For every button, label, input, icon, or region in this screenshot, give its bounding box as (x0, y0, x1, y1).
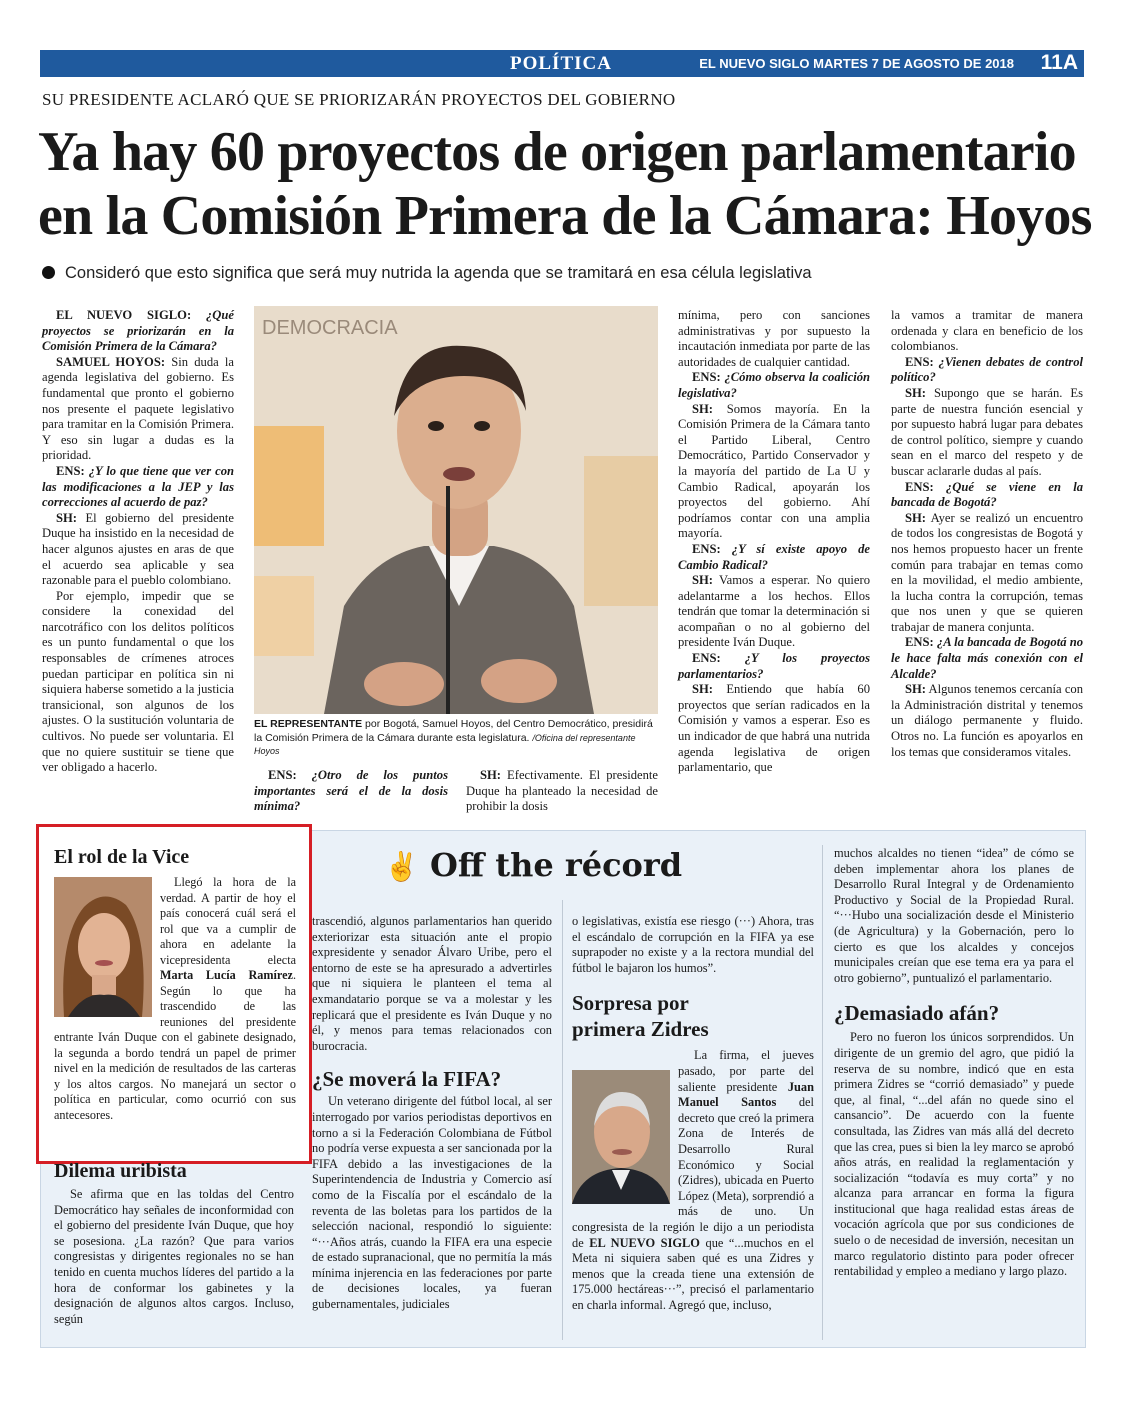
section-header-bar (40, 50, 1084, 77)
fifa-continued: o legislativas, existía ese riesgo (···) Ahora, tras el escándalo de corrupción en la FIFA ya ese suprapoder no existe y a la rectora mundial del fútbol le bajaron los humos”. (572, 914, 814, 975)
kicker: SU PRESIDENTE ACLARÓ QUE SE PRIORIZARÁN PROYECTOS DEL GOBIERNO (42, 90, 676, 109)
zidres-text-2: que “...muchos en el Meta ni siquiera saben qué es una Zidres y menos que la creada tiene una extensión de 175.000 hectáreas···”, precisó el parlamentario en charla informal. Agregó que, incluso, (572, 1235, 815, 1312)
question: ¿Y sí existe apoyo de Cambio Radical? (678, 541, 870, 572)
answer: Por ejemplo, impedir que se considere la conexidad del narcotráfico con los delitos políticos es un punto fundamental o que los responsables de crímenes atroces puedan participar en política sin ni siquiera haberse sometido a la justicia transicional, son algunos de los ajustes. O la sustitución voluntaria de cultivos. No puede ser voluntaria. El que no quiere sustituir se tiene que ver obligado a hacerlo. (42, 588, 234, 775)
caption-text: por Bogotá, Samuel Hoyos, del Centro Democrático, presidirá la Comisión Primera de la Cámara durante esta legislatura. (254, 718, 653, 744)
a-lead: SAMUEL HOYOS: (56, 354, 166, 369)
vice-name: Marta Lucía Ramírez (160, 968, 293, 982)
photo-caption (254, 718, 658, 759)
answer: Somos mayoría. En la Comisión Primera de la Cámara tanto el Partido Liberal, Centro Democrático, Partido Conservador y la mayoría del partido de La U y Cambio Radical, apoyarán los proyectos del gobierno. Ahí podríamos contar con una amplia mayoría. (678, 401, 870, 541)
vice-article (54, 846, 296, 1123)
q-lead: ENS: (905, 354, 934, 369)
photo-juan-manuel-santos (572, 1070, 670, 1204)
otr-column-4 (834, 846, 1074, 1280)
zidres-title: Sorpresa por primera Zidres (572, 991, 709, 1042)
a-lead: SH: (692, 682, 713, 697)
bullet-icon (42, 266, 55, 279)
a-lead: SH: (905, 385, 926, 400)
photo-credit: /Oficina del representante Hoyos (254, 732, 636, 756)
paper-date: EL NUEVO SIGLO MARTES 7 DE AGOSTO DE 2018 (699, 56, 1014, 71)
otr-title-text: Off the récord (430, 846, 683, 884)
a-lead: SH: (56, 510, 77, 525)
paragraph: la vamos a tramitar de manera ordenada y clara en beneficio de los colombianos. (891, 308, 1083, 354)
q-lead: EL NUEVO SIGLO: (56, 308, 192, 322)
question: ¿Qué se viene en la bancada de Bogotá? (891, 479, 1083, 510)
q-lead: ENS: (905, 479, 934, 494)
a-lead: SH: (692, 573, 713, 588)
answer: Algunos tenemos cercanía con la Administración distrital y tenemos un diálogo permanente y fluido. Otros no. La función es apoyarlos en los temas que consideramos vitales. (891, 682, 1083, 759)
afan-title: ¿Demasiado afán? (834, 1001, 1000, 1026)
zidres-text-1: del decreto que creó la primera Zona de Interés de Desarrollo Rural Económico y Social (Zidres), ubicada en Puerto López (Meta), sorprendió a más de uno. Un congresista de la región le dijo a un periodista de (572, 1095, 814, 1250)
a-lead: SH: (905, 510, 926, 525)
question: ¿Y los proyectos parlamentarios? (678, 651, 870, 681)
paragraph: mínima, pero con sanciones administrativas y por supuesto la incautación inmediata por parte de las autoridades de cualquier cantidad. (678, 308, 870, 369)
article-column-5 (891, 308, 1083, 760)
portrait-illustration (254, 306, 658, 714)
question: ¿Cómo observa la coalición legislativa? (678, 370, 870, 400)
question: ¿Qué proyectos se priorizarán en la Comisión Primera de la Cámara? (42, 308, 234, 354)
zidres-name: Juan Manuel Santos (678, 1079, 814, 1110)
answer: Entiendo que había 60 proyectos que serían radicados en la Comisión y vamos a esperar. Eso es un indicador de que habrá una nutrida agenda legislativa de origen parlamentario, que (678, 682, 870, 775)
zidres-continued: muchos alcaldes no tienen “idea” de cómo se deben implementar ahora los planes de Desarrollo Rural Integral y de Ordenamiento Productivo y Social de la Propiedad Rural. “···Hubo una socialización desde el Ministerio (de Agricultura) y la Gobernación, pero lo cierto es que los alcaldes y concejos municipales creían que ese tema era ya para el otro gobierno”, puntualizó el parlamentario. (834, 846, 1074, 985)
q-lead: ENS: (268, 768, 297, 782)
headline-line-2: en la Comisión Primera de la Cámara: Hoyos (38, 185, 1092, 247)
headline-line-1: Ya hay 60 proyectos de origen parlamentario (38, 121, 1076, 183)
otr-column-2 (312, 914, 552, 1313)
dilema-article (54, 1160, 294, 1327)
otr-column-3 (572, 914, 814, 1313)
article-column-1 (42, 308, 234, 776)
deck (42, 264, 812, 283)
q-lead: ENS: (692, 370, 721, 385)
q-lead: ENS: (56, 463, 85, 478)
photo-marta-lucia-ramirez (54, 877, 152, 1017)
caption-lead: EL REPRESENTANTE (254, 718, 363, 730)
zidres-paper: EL NUEVO SIGLO (589, 1235, 700, 1250)
photo-samuel-hoyos (254, 306, 658, 714)
headline (38, 120, 1098, 248)
fifa-text: Un veterano dirigente del fútbol local, al ser interrogado por varios periodistas deportivos en torno a si la Federación Colombiana de Fútbol no podría verse expuesta a ser sancionada por la FIFA debido a las investigaciones de la Superintendencia de Industria y Comercio así como de la Fiscalía por el escándalo de la reventa de las boletas para los partidos de la selección nacional, respondió lo siguiente: “···Años atrás, cuando la FIFA era una especie de estado supranacional, que no permitía la más mínima injerencia en las federaciones por parte de decisiones locales, ya fueran gubernamentales, judiciales (312, 1094, 552, 1312)
question: ¿Vienen debates de control político? (891, 354, 1083, 385)
a-lead: SH: (905, 682, 926, 697)
afan-text: Pero no fueron los únicos sorprendidos. Un dirigente de un gremio del agro, que pidió la reserva de su nombre, indicó que en esta primera Zidres se “corrió demasiado” y puede que, al final, “...del afán no quede sino el cansancio”. De acuerdo con la fuente consultada, las Zidres van más allá del decreto que las crea, pues si bien la ley marco se aprobó años atrás, en realidad la reglamentación y socialización “todavía es muy corta” y no alcanza para arrancar en forma la figura institucional que haga realidad estas áreas de vocación agrícola que por sus condiciones de suelo o de necesidad de inversión, necesitan un marco regulatorio distinto para poder ofrecer rentabilidad y empleo a mediano y largo plazo. (834, 1030, 1074, 1279)
vice-title: El rol de la Vice (54, 846, 190, 868)
backdrop-text: DEMOCRACIA (262, 317, 398, 339)
zidres-intro: La firma, el jueves pasado, por parte del saliente presidente (678, 1048, 814, 1094)
article-column-2b (254, 768, 448, 815)
answer: Sin duda la agenda legislativa del gobierno. Es fundamental que pronto el gobierno nos presente el paquete legislativo para tramitar en la Comisión Primera. Y eso sin lugar a dudas es la prioridad. (42, 354, 234, 463)
answer: Supongo que se harán. Es parte de nuestra función esencial y por supuesto habrá lugar para debates de control político, siempre y cuando sean en el marco del respeto y de buscar aclararle dudas al país. (891, 385, 1083, 478)
page-number: 11A (1040, 51, 1078, 74)
article-column-4 (678, 308, 870, 776)
fifa-title: ¿Se moverá la FIFA? (312, 1067, 502, 1092)
dilema-continued: trascendió, algunos parlamentarios han querido exteriorizar esta situación ante el propio expresidente y senador Álvaro Uribe, pero el entorno de este se ha apresurado a advertirles que ni siquiera le planteen el tema al exmandatario porque se va a molestar y les replicará que el presidente es Iván Duque y no él, y menos para temas relacionados con burocracia. (312, 914, 552, 1053)
q-lead: ENS: (692, 541, 721, 556)
section-name: POLÍTICA (510, 53, 612, 74)
question: ¿Otro de los puntos importantes será el de la dosis mínima? (254, 768, 448, 814)
a-lead: SH: (692, 401, 713, 416)
question: ¿Y lo que tiene que ver con las modificaciones a la JEP y las correcciones al acuerdo de paz? (42, 463, 234, 510)
victory-hand-icon: ✌ (384, 850, 419, 883)
vice-text-1: Llegó la hora de la verdad. A partir de hoy el país conocerá cuál será el rol que va a cumplir de ahora en adelante la vicepresidenta electa (160, 875, 296, 967)
q-lead: ENS: (905, 635, 934, 650)
dilema-text: Se afirma que en las toldas del Centro Democrático hay señales de inconformidad con el gobierno del presidente Iván Duque, que hoy se posesiona. ¿La razón? Que para varios congresistas y dirigentes regionales no se han tenido en cuenta muchos líderes del partido a la hora de conformar los gabinetes y la designación de algunos altos cargos. Incluso, según (54, 1187, 294, 1326)
a-lead: SH: (480, 768, 501, 782)
vice-text-2: . Según lo que ha trascendido de las reuniones del presidente entrante Iván Duque con el gabinete designado, la segunda a bordo tendrá un papel de primer nivel en la medición de resultados de las carteras y los altos cargos. No manejará un sector o política en particular, como ocurrió con sus antecesores. (54, 968, 296, 1122)
answer: Ayer se realizó un encuentro de todos los congresistas de Bogotá y nos hemos propuesto hacer un frente común para trabajar en temas como en la movilidad, el medio ambiente, la lucha contra la corrupción, temas que nos unen y que se quieren trabajar de manera conjunta. (891, 510, 1083, 634)
answer: Vamos a esperar. No quiero adelantarme a los hechos. Ellos tendrán que tomar la determinación si acompañan o no al gobierno del presidente Iván Duque. (678, 573, 870, 650)
off-the-record-title (384, 846, 682, 884)
article-column-3b (466, 768, 658, 815)
question: ¿A la bancada de Bogotá no le hace falta más conexión con el Alcalde? (891, 635, 1083, 681)
deck-text: Consideró que esto significa que será muy nutrida la agenda que se tramitará en esa célula legislativa (65, 264, 812, 282)
q-lead: ENS: (692, 651, 721, 666)
answer: Efectivamente. El presidente Duque ha planteado la necesidad de prohibir la dosis (466, 768, 658, 814)
dilema-title: Dilema uribista (54, 1160, 187, 1182)
answer: El gobierno del presidente Duque ha insistido en la necesidad de hacer algunos ajustes en aras de que el acuerdo sea aplicable y sea razonable para el pueblo colombiano. (42, 510, 234, 588)
